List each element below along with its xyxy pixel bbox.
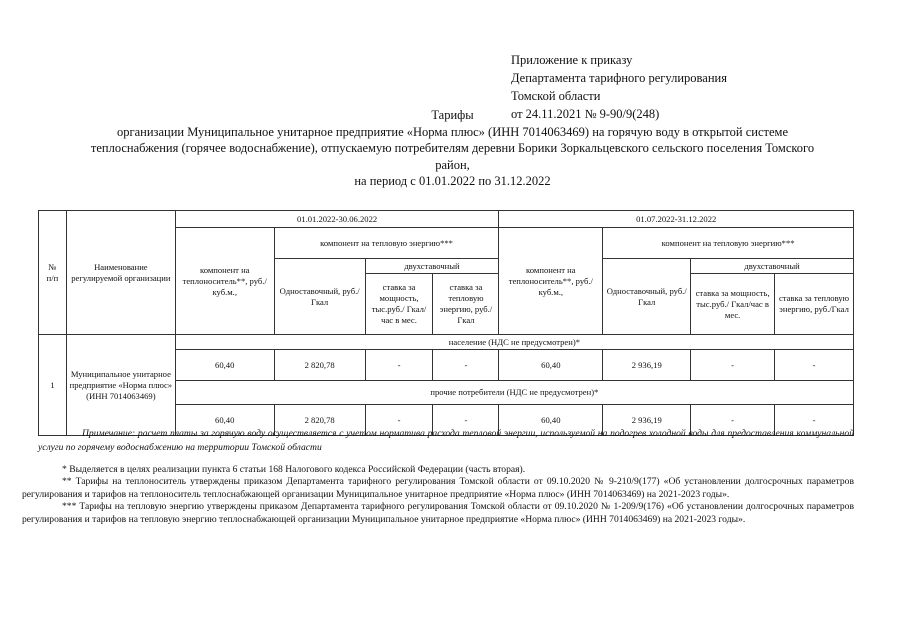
table-cell: 2 820,78 (274, 350, 365, 381)
table-cell: 60,40 (175, 350, 274, 381)
title-heading: Тарифы (431, 108, 474, 122)
header-period-2: 01.07.2022-31.12.2022 (499, 211, 854, 228)
row-number: 1 (39, 335, 67, 436)
footnote-1: * Выделяется в целях реализации пункта 6 статьи 168 Налогового кодекса Российской Федерации (часть вторая). (62, 464, 526, 475)
header-number: № п/п (39, 211, 67, 335)
group-population: население (НДС не предусмотрен)* (175, 335, 853, 350)
header-heat-1: ставка за тепловую энергию, руб./Гкал (433, 274, 499, 335)
header-single-1: Одноставочный, руб./Гкал (274, 259, 365, 335)
table-cell: - (433, 350, 499, 381)
header-period-1: 01.01.2022-30.06.2022 (175, 211, 499, 228)
table-note: Примечание: расчет платы за горячую воду осуществляется с учетом норматива расхода тепловой энергии, используемой на подогрев холодной воды для предоставления коммунальной услуги по горячему водоснабжению на территории Томской области (38, 428, 854, 453)
table-cell: - (365, 405, 433, 436)
table-cell: - (775, 350, 854, 381)
footnote-3: *** Тарифы на тепловую энергию утверждены приказом Департамента тарифного регулирования Томской области от 09.10.2020 № 1-209/9(176) «Об установлении долгосрочных параметров регулирования и тарифов на тепловую энергию теплоснабжающей организации Муниципальное унитарное предприятие «Норма плюс» (ИНН 7014063469) на 2021-2023 годы». (22, 501, 854, 525)
table-cell: - (365, 350, 433, 381)
header-power-1: ставка за мощность, тыс.руб./ Гкал/час в мес. (365, 274, 433, 335)
footnotes (22, 464, 854, 526)
table-cell: 60,40 (499, 405, 603, 436)
table-cell: 2 936,19 (603, 350, 691, 381)
title-block (40, 107, 865, 190)
tariff-table (38, 210, 854, 436)
table-cell: 2 936,19 (603, 405, 691, 436)
title-line-4: на период с 01.01.2022 по 31.12.2022 (354, 174, 551, 188)
annex-line-3: Томской области (511, 89, 601, 103)
header-energy-2: компонент на тепловую энергию*** (603, 228, 854, 259)
annex-line-2: Департамента тарифного регулирования (511, 71, 727, 85)
header-carrier-1: компонент на теплоноситель**, руб./куб.м., (175, 228, 274, 335)
header-organization: Наименование регулируемой организации (66, 211, 175, 335)
header-double-2: двухставочный (691, 259, 854, 274)
table-cell: 60,40 (175, 405, 274, 436)
title-line-2: теплоснабжения (горячее водоснабжение), отпускаемую потребителям деревни Борики Зоркальцевского сельского поселения Томского (90, 141, 815, 155)
footnote-2: ** Тарифы на теплоноситель утверждены приказом Департамента тарифного регулирования Томской области от 09.10.2020 № 9-210/9(177) «Об установлении долгосрочных параметров регулирования и тарифов на теплоноситель теплоснабжающей организации Муниципальное унитарное предприятие «Норма плюс» (ИНН 7014063469) на 2021-2023 годы». (22, 476, 854, 500)
header-heat-2: ставка за тепловую энергию, руб./Гкал (775, 274, 854, 335)
title-line-1: организации Муниципальное унитарное предприятие «Норма плюс» (ИНН 7014063469) на горячую воду в открытой системе (116, 124, 788, 139)
header-energy-1: компонент на тепловую энергию*** (274, 228, 499, 259)
table-cell: 2 820,78 (274, 405, 365, 436)
table-cell: - (433, 405, 499, 436)
table-cell: 60,40 (499, 350, 603, 381)
row-organization: Муниципальное унитарное предприятие «Норма плюс» (ИНН 7014063469) (66, 335, 175, 436)
header-single-2: Одноставочный, руб./Гкал (603, 259, 691, 335)
group-other-consumers: прочие потребители (НДС не предусмотрен)* (175, 381, 853, 405)
table-cell: - (691, 405, 775, 436)
title-line-3: район, (435, 157, 470, 172)
table-cell: - (691, 350, 775, 381)
header-double-1: двухставочный (365, 259, 499, 274)
header-carrier-2: компонент на теплоноситель**, руб./куб.м., (499, 228, 603, 335)
header-power-2: ставка за мощность, тыс.руб./ Гкал/час в мес. (691, 274, 775, 335)
annex-line-4: от 24.11.2021 № 9-90/9(248) (511, 107, 660, 121)
table-cell: - (775, 405, 854, 436)
annex-line-1: Приложение к приказу (511, 53, 633, 67)
